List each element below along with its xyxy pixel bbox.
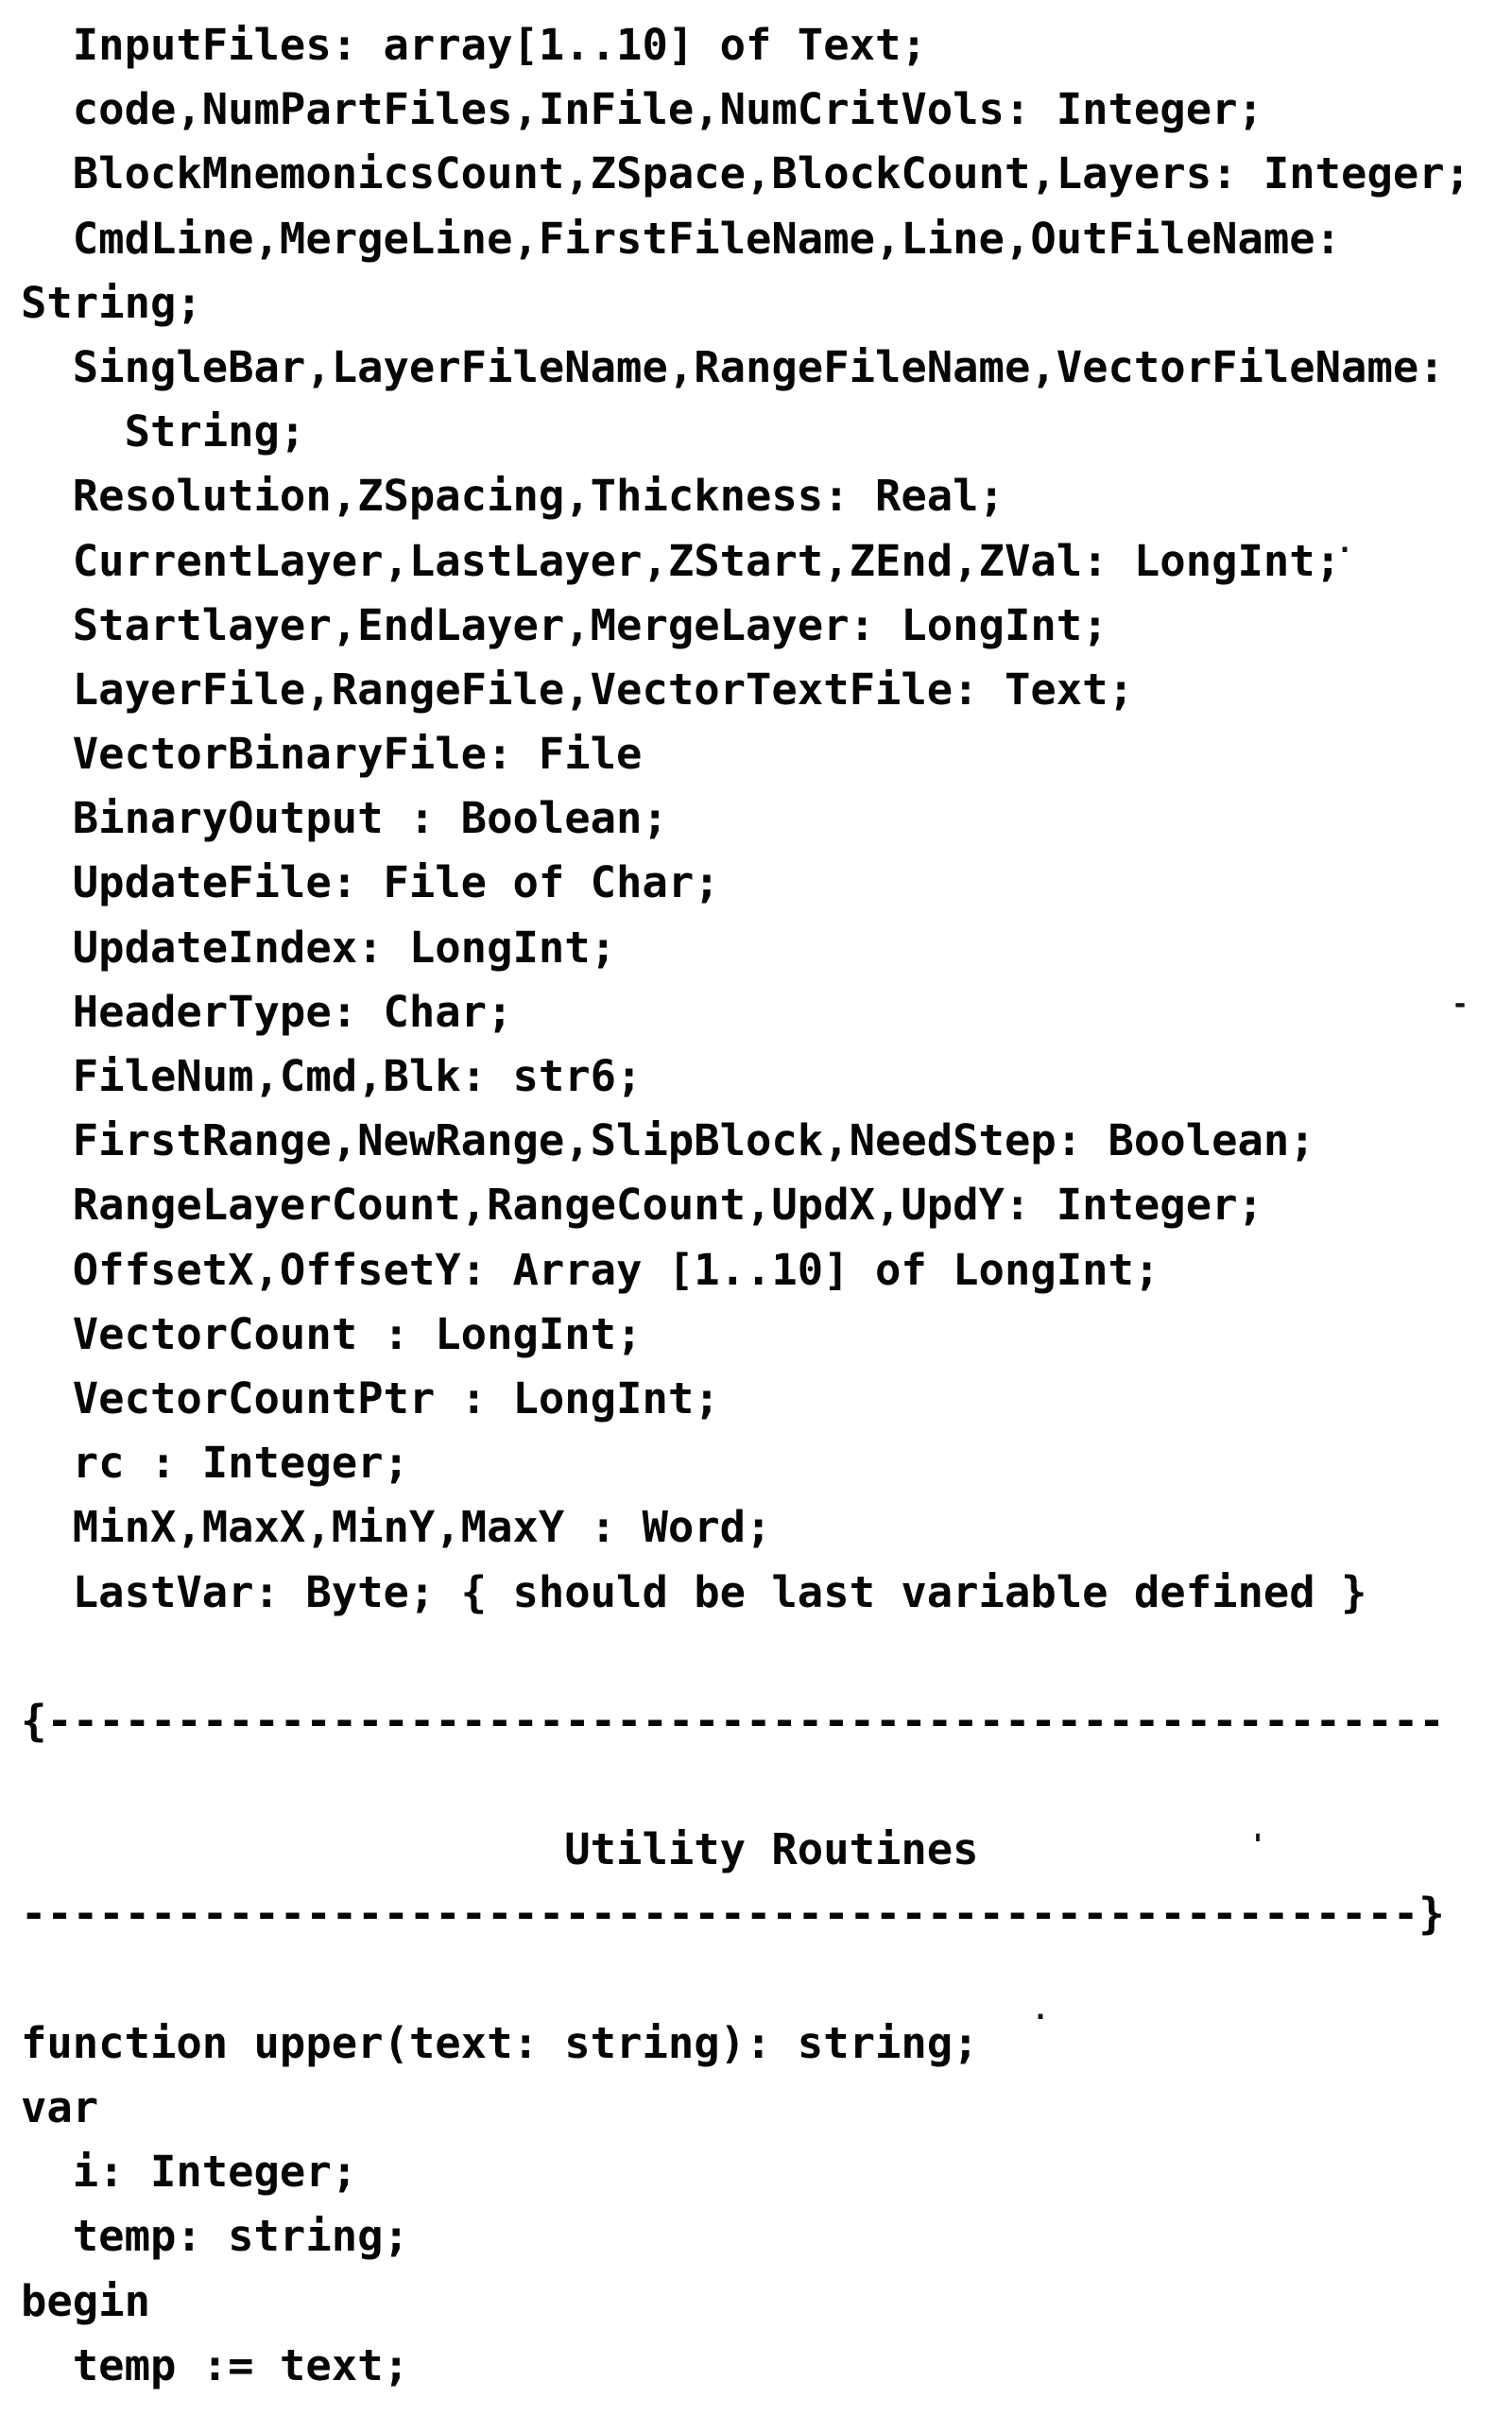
code-line: OffsetX,OffsetY: Array [1..10] of LongInt; (21, 1244, 1160, 1295)
code-line: CurrentLayer,LastLayer,ZStart,ZEnd,ZVal: LongInt; (21, 535, 1342, 586)
scan-artifact: . (1032, 1993, 1050, 2027)
blank-line (21, 1625, 1470, 1689)
scan-artifact: - (1452, 988, 1469, 1021)
scan-artifact: . (1336, 526, 1354, 560)
code-line: String; (21, 277, 202, 328)
code-line: temp: string; (21, 2211, 409, 2262)
code-line: begin (21, 2275, 150, 2326)
code-line: rc : Integer; (21, 1438, 409, 1489)
code-line: SingleBar,LayerFileName,RangeFileName,VectorFileName: (21, 341, 1445, 392)
blank-line (21, 1753, 1470, 1818)
code-line: CmdLine,MergeLine,FirstFileName,Line,OutFileName: (21, 213, 1342, 264)
scan-artifact: ' (1249, 1829, 1267, 1862)
code-line: Resolution,ZSpacing,Thickness: Real; (21, 471, 1005, 522)
code-line: BlockMnemonicsCount,ZSpace,BlockCount,Layers: Integer; (21, 148, 1471, 199)
section-title-line: Utility Routines (21, 1824, 979, 1875)
blank-line (21, 1947, 1470, 2011)
code-line: LayerFile,RangeFile,VectorTextFile: Text; (21, 664, 1134, 715)
code-line: FileNum,Cmd,Blk: str6; (21, 1051, 643, 1101)
code-line: MinX,MaxX,MinY,MaxY : Word; (21, 1502, 772, 1553)
code-line: FirstRange,NewRange,SlipBlock,NeedStep: Boolean; (21, 1115, 1315, 1166)
code-line: VectorCountPtr : LongInt; (21, 1372, 720, 1424)
code-line: BinaryOutput : Boolean; (21, 793, 668, 844)
code-line: RangeLayerCount,RangeCount,UpdX,UpdY: Integer; (21, 1180, 1263, 1231)
comment-rule-open-line: {------------------------------------------------------ (21, 1695, 1445, 1746)
code-line: Startlayer,EndLayer,MergeLayer: LongInt; (21, 599, 1108, 650)
code-line: UpdateFile: File of Char; (21, 857, 720, 908)
code-listing (21, 13, 1470, 2398)
code-line: var (21, 2082, 99, 2132)
comment-rule-close-line: ------------------------------------------------------} (21, 1889, 1445, 1940)
code-line: HeaderType: Char; (21, 986, 513, 1037)
code-line: VectorBinaryFile: File (21, 729, 643, 780)
code-line: i: Integer; (21, 2147, 358, 2198)
code-line: String; (21, 406, 306, 457)
code-line: function upper(text: string): string; (21, 2017, 979, 2068)
code-line: temp := text; (21, 2339, 409, 2390)
code-line: code,NumPartFiles,InFile,NumCritVols: Integer; (21, 84, 1263, 135)
code-line: UpdateIndex: LongInt; (21, 922, 617, 973)
code-line: VectorCount : LongInt; (21, 1308, 643, 1359)
code-line: InputFiles: array[1..10] of Text; (21, 20, 927, 70)
code-line: LastVar: Byte; { should be last variable defined } (21, 1566, 1367, 1617)
